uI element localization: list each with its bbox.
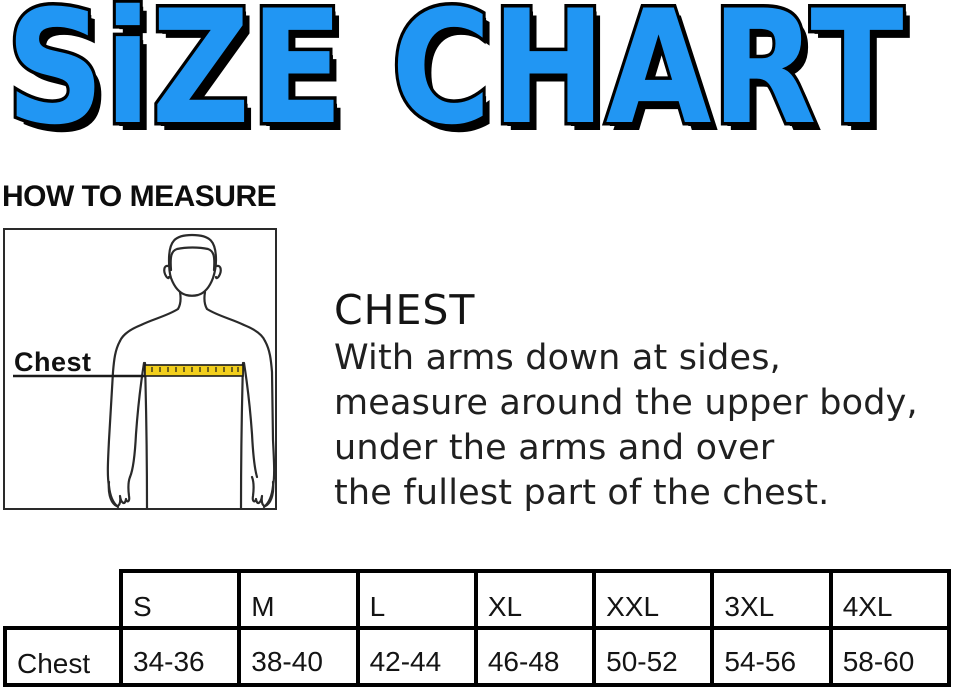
- chest-range-cell: 42-44: [358, 628, 476, 685]
- size-column-header: L: [358, 571, 476, 628]
- size-column-header: M: [239, 571, 357, 628]
- instruction-line: With arms down at sides,: [334, 338, 781, 378]
- size-header-row: [5, 571, 949, 628]
- size-column-header: XL: [476, 571, 594, 628]
- head-outline: [169, 235, 216, 296]
- torso-right-side: [241, 363, 243, 508]
- chest-range-cell: 46-48: [476, 628, 594, 685]
- size-table: [3, 569, 951, 687]
- chest-range-cell: 38-40: [239, 628, 357, 685]
- figure-chest-label: Chest: [14, 347, 92, 377]
- size-column-header: 4XL: [831, 571, 949, 628]
- chest-row-label: Chest: [5, 628, 121, 685]
- chest-instructions-block: [334, 286, 918, 516]
- size-column-header: S: [121, 571, 239, 628]
- chest-range-cell: 34-36: [121, 628, 239, 685]
- right-arm-inner: [244, 363, 257, 477]
- size-column-header: XXL: [594, 571, 712, 628]
- torso-figure-illustration: [5, 230, 275, 508]
- chest-range-cell: 50-52: [594, 628, 712, 685]
- right-hand: [252, 477, 273, 506]
- size-column-header: 3XL: [712, 571, 830, 628]
- hairline: [171, 248, 215, 271]
- chest-heading: CHEST: [334, 286, 476, 334]
- right-shoulder: [204, 292, 265, 341]
- chest-measurement-row: [5, 628, 949, 685]
- left-shoulder: [120, 292, 181, 341]
- left-hand: [109, 477, 130, 506]
- measurement-figure-box: [3, 228, 277, 510]
- torso-left-side: [145, 363, 147, 508]
- instruction-line: measure around the upper body,: [334, 383, 918, 423]
- chest-range-cell: 58-60: [831, 628, 949, 685]
- page-title: SiZE CHART: [6, 0, 904, 160]
- instruction-line: the fullest part of the chest.: [334, 473, 830, 513]
- right-ear: [216, 266, 221, 278]
- how-to-measure-heading: HOW TO MEASURE: [2, 180, 277, 213]
- left-arm-inner: [130, 363, 144, 477]
- instruction-line: under the arms and over: [334, 428, 775, 468]
- chest-range-cell: 54-56: [712, 628, 830, 685]
- blank-corner-cell: [5, 571, 121, 628]
